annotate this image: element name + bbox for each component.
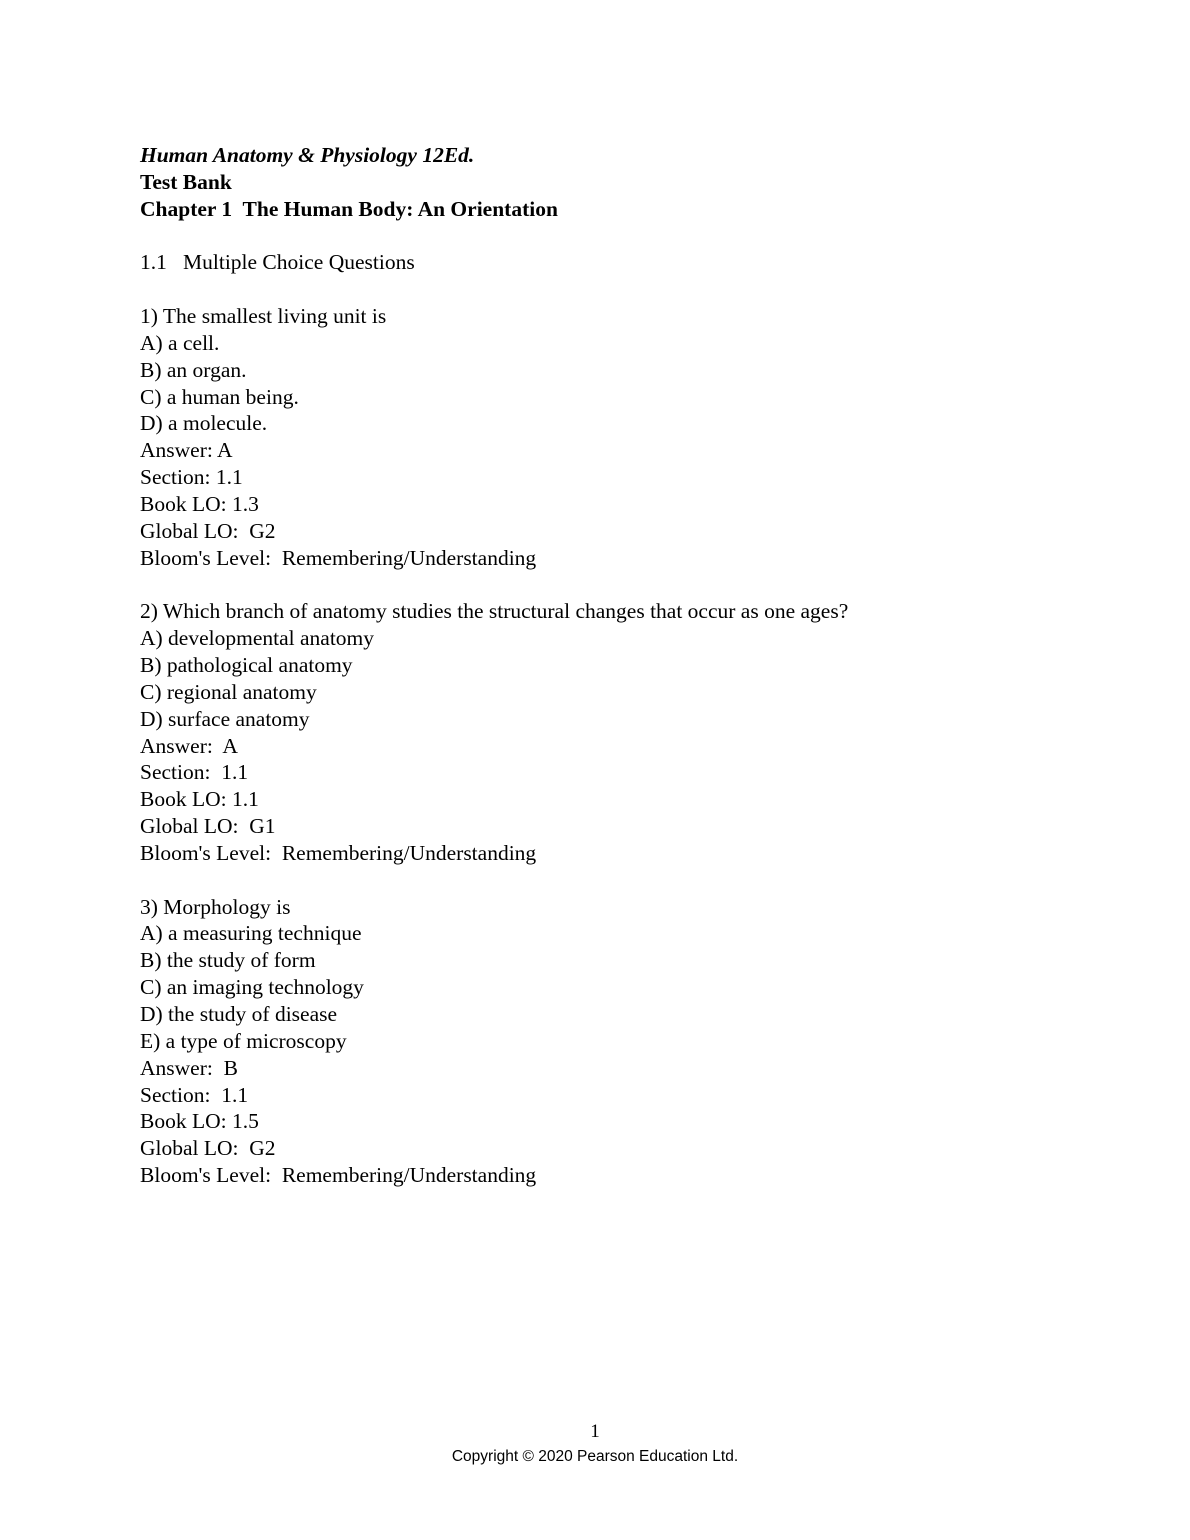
- question-metadata: Bloom's Level: Remembering/Understanding: [140, 840, 537, 865]
- question-metadata: Answer: A: [140, 438, 233, 463]
- question-metadata: Section: 1.1: [140, 760, 249, 785]
- spacer: [140, 572, 1100, 599]
- answer-option: B) pathological anatomy: [140, 653, 353, 678]
- chapter-title: Chapter 1 The Human Body: An Orientation: [140, 196, 558, 221]
- answer-option: C) regional anatomy: [140, 679, 317, 704]
- document-subtitle: Test Bank: [140, 169, 232, 194]
- question-metadata: Book LO: 1.1: [140, 787, 259, 812]
- answer-option: E) a type of microscopy: [140, 1028, 347, 1053]
- question-metadata: Global LO: G2: [140, 518, 276, 543]
- spacer: [140, 867, 1100, 894]
- question-metadata: Answer: B: [140, 1055, 238, 1080]
- answer-option: D) a molecule.: [140, 411, 268, 436]
- question-metadata: Bloom's Level: Remembering/Understanding: [140, 545, 537, 570]
- book-title: Human Anatomy & Physiology 12Ed.: [140, 143, 475, 167]
- question-metadata: Bloom's Level: Remembering/Understanding: [140, 1163, 537, 1188]
- question-text: 3) Morphology is: [140, 894, 291, 919]
- spacer: [140, 276, 1100, 303]
- question-text: 2) Which branch of anatomy studies the structural changes that occur as one ages?: [140, 599, 849, 624]
- document-body: [140, 142, 1100, 1188]
- answer-option: B) an organ.: [140, 357, 247, 382]
- answer-option: B) the study of form: [140, 948, 316, 973]
- question-text: 1) The smallest living unit is: [140, 304, 387, 329]
- answer-option: A) a cell.: [140, 330, 220, 355]
- question-metadata: Book LO: 1.5: [140, 1109, 259, 1134]
- question-block: [140, 303, 1100, 598]
- answer-option: A) a measuring technique: [140, 921, 362, 946]
- question-metadata: Section: 1.1: [140, 465, 243, 490]
- spacer: [140, 223, 1100, 250]
- question-metadata: Global LO: G2: [140, 1136, 276, 1161]
- question-metadata: Section: 1.1: [140, 1082, 249, 1107]
- question-list: [140, 303, 1100, 1188]
- answer-option: D) surface anatomy: [140, 706, 310, 731]
- answer-option: D) the study of disease: [140, 1002, 338, 1026]
- question-metadata: Global LO: G1: [140, 814, 276, 839]
- question-metadata: Book LO: 1.3: [140, 491, 259, 516]
- question-block: [140, 598, 1100, 893]
- page-number: 1: [590, 1421, 600, 1442]
- question-metadata: Answer: A: [140, 733, 238, 758]
- section-heading: 1.1 Multiple Choice Questions: [140, 250, 415, 275]
- answer-option: A) developmental anatomy: [140, 626, 375, 651]
- copyright-notice: Copyright © 2020 Pearson Education Ltd.: [451, 1448, 739, 1465]
- answer-option: C) an imaging technology: [140, 975, 364, 1000]
- question-block: [140, 894, 1100, 1189]
- answer-option: C) a human being.: [140, 384, 299, 409]
